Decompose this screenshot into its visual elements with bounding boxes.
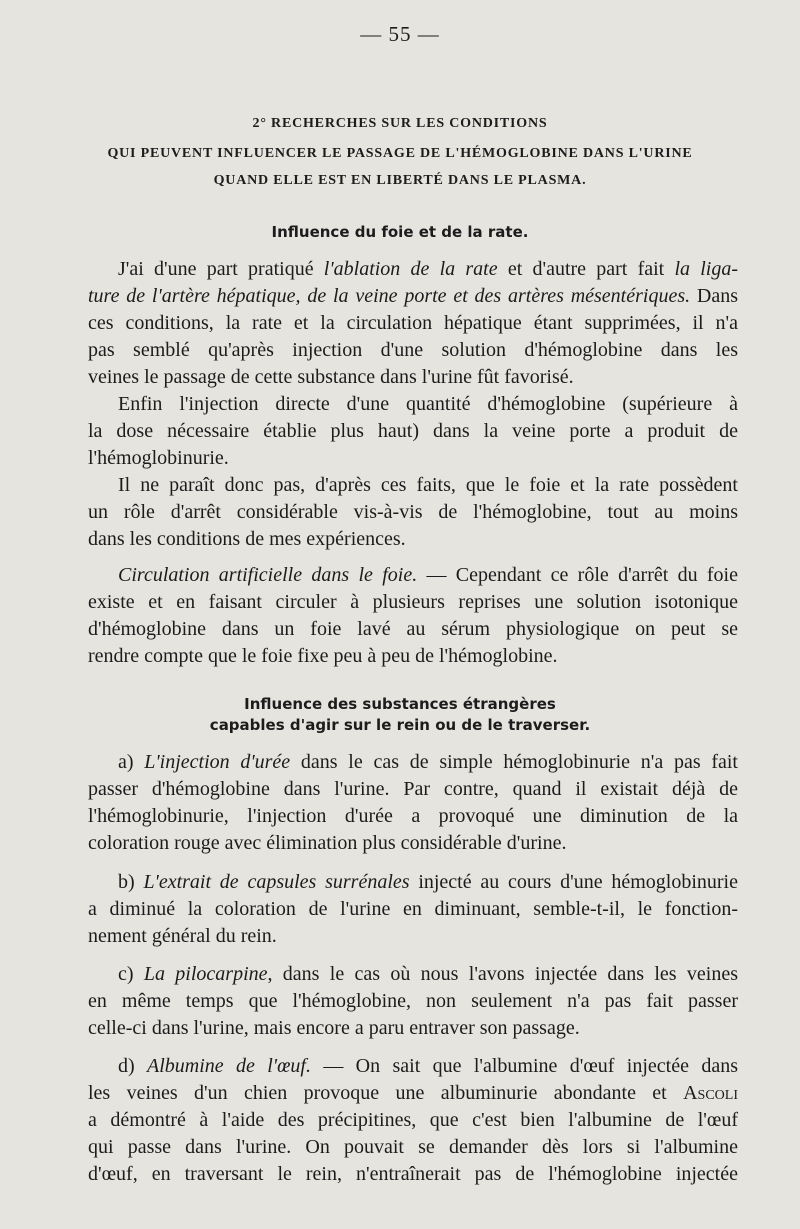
section-title: RECHERCHES SUR LES CONDITIONS xyxy=(271,116,548,131)
paragraph-capsules-surrenales: b) L'extrait de capsules surrénales injecté au cours d'une hémoglobinurie a diminué la coloration de l'urine en diminuant, semble-t-il, le fonction- nement général du rein. xyxy=(88,871,738,947)
section-heading-line-2: QUI PEUVENT INFLUENCER LE PASSAGE DE L'HÉMOGLOBINE DANS L'URINE xyxy=(107,146,693,161)
page-number: — 55 — xyxy=(360,22,440,46)
section-heading-line-1 xyxy=(100,116,700,132)
paragraph-ablation: J'ai d'une part pratiqué l'ablation de la rate et d'autre part fait la liga- ture de l'artère hépatique, de la veine porte et des artères mésentériques. Dans ces conditions, la rate et la circulation hépatique étant supprimées, il n'a pas semblé qu'après injection d'une solution d'hémoglobine dans les veines le passage de cette substance dans l'urine fût favorisé. xyxy=(88,258,738,388)
subheading-substances-line-2: capables d'agir sur le rein ou de le traverser. xyxy=(209,716,591,734)
section-heading-line-3: QUAND ELLE EST EN LIBERTÉ DANS LE PLASMA. xyxy=(213,173,587,188)
paragraph-uree: a) L'injection d'urée dans le cas de simple hémoglobinurie n'a pas fait passer d'hémoglobine dans l'urine. Par contre, quand il existait déjà de l'hémoglobinurie, l'injection d'urée a provoqué une diminution de la coloration rouge avec élimination plus considérable d'urine. xyxy=(88,751,738,854)
author-name: Ascoli xyxy=(683,1082,738,1104)
paragraph-injection-veine-porte: Enfin l'injection directe d'une quantité d'hémoglobine (supérieure à la dose nécessaire établie plus haut) dans la veine porte a produit de l'hémoglobinurie. xyxy=(88,393,738,469)
subheading-substances-line-1: Influence des substances étrangères xyxy=(244,695,556,713)
paragraph-role-arret: Il ne paraît donc pas, d'après ces faits, que le foie et la rate possèdent un rôle d'arrêt considérable vis-à-vis de l'hémoglobine, tout au moins dans les conditions de mes expériences. xyxy=(88,474,738,550)
paragraph-albumine-oeuf: d) Albumine de l'œuf. — On sait que l'albumine d'œuf injectée dans les veines d'un chien provoque une albuminurie abondante et Ascoli a démontré à l'aide des précipitines, que c'est bien l'albumine de l'œuf qui passe dans l'urine. On pouvait se demander dès lors si l'albumine d'œuf, en traversant le rein, n'entraînerait pas de l'hémoglobine injectée xyxy=(88,1055,738,1185)
subheading-foie-rate: Influence du foie et de la rate. xyxy=(271,223,529,241)
paragraph-pilocarpine: c) La pilocarpine, dans le cas où nous l'avons injectée dans les veines en même temps que l'hémoglobine, non seulement n'a pas fait passer celle-ci dans l'urine, mais encore a paru entraver son passage. xyxy=(88,963,738,1039)
paragraph-circulation-artificielle: Circulation artificielle dans le foie. — Cependant ce rôle d'arrêt du foie existe et en faisant circuler à plusieurs reprises une solution isotonique d'hémoglobine dans un foie lavé au sérum physiologique on peut se rendre compte que le foie fixe peu à peu de l'hémoglobine. xyxy=(88,564,738,667)
section-number: 2° xyxy=(252,116,267,131)
